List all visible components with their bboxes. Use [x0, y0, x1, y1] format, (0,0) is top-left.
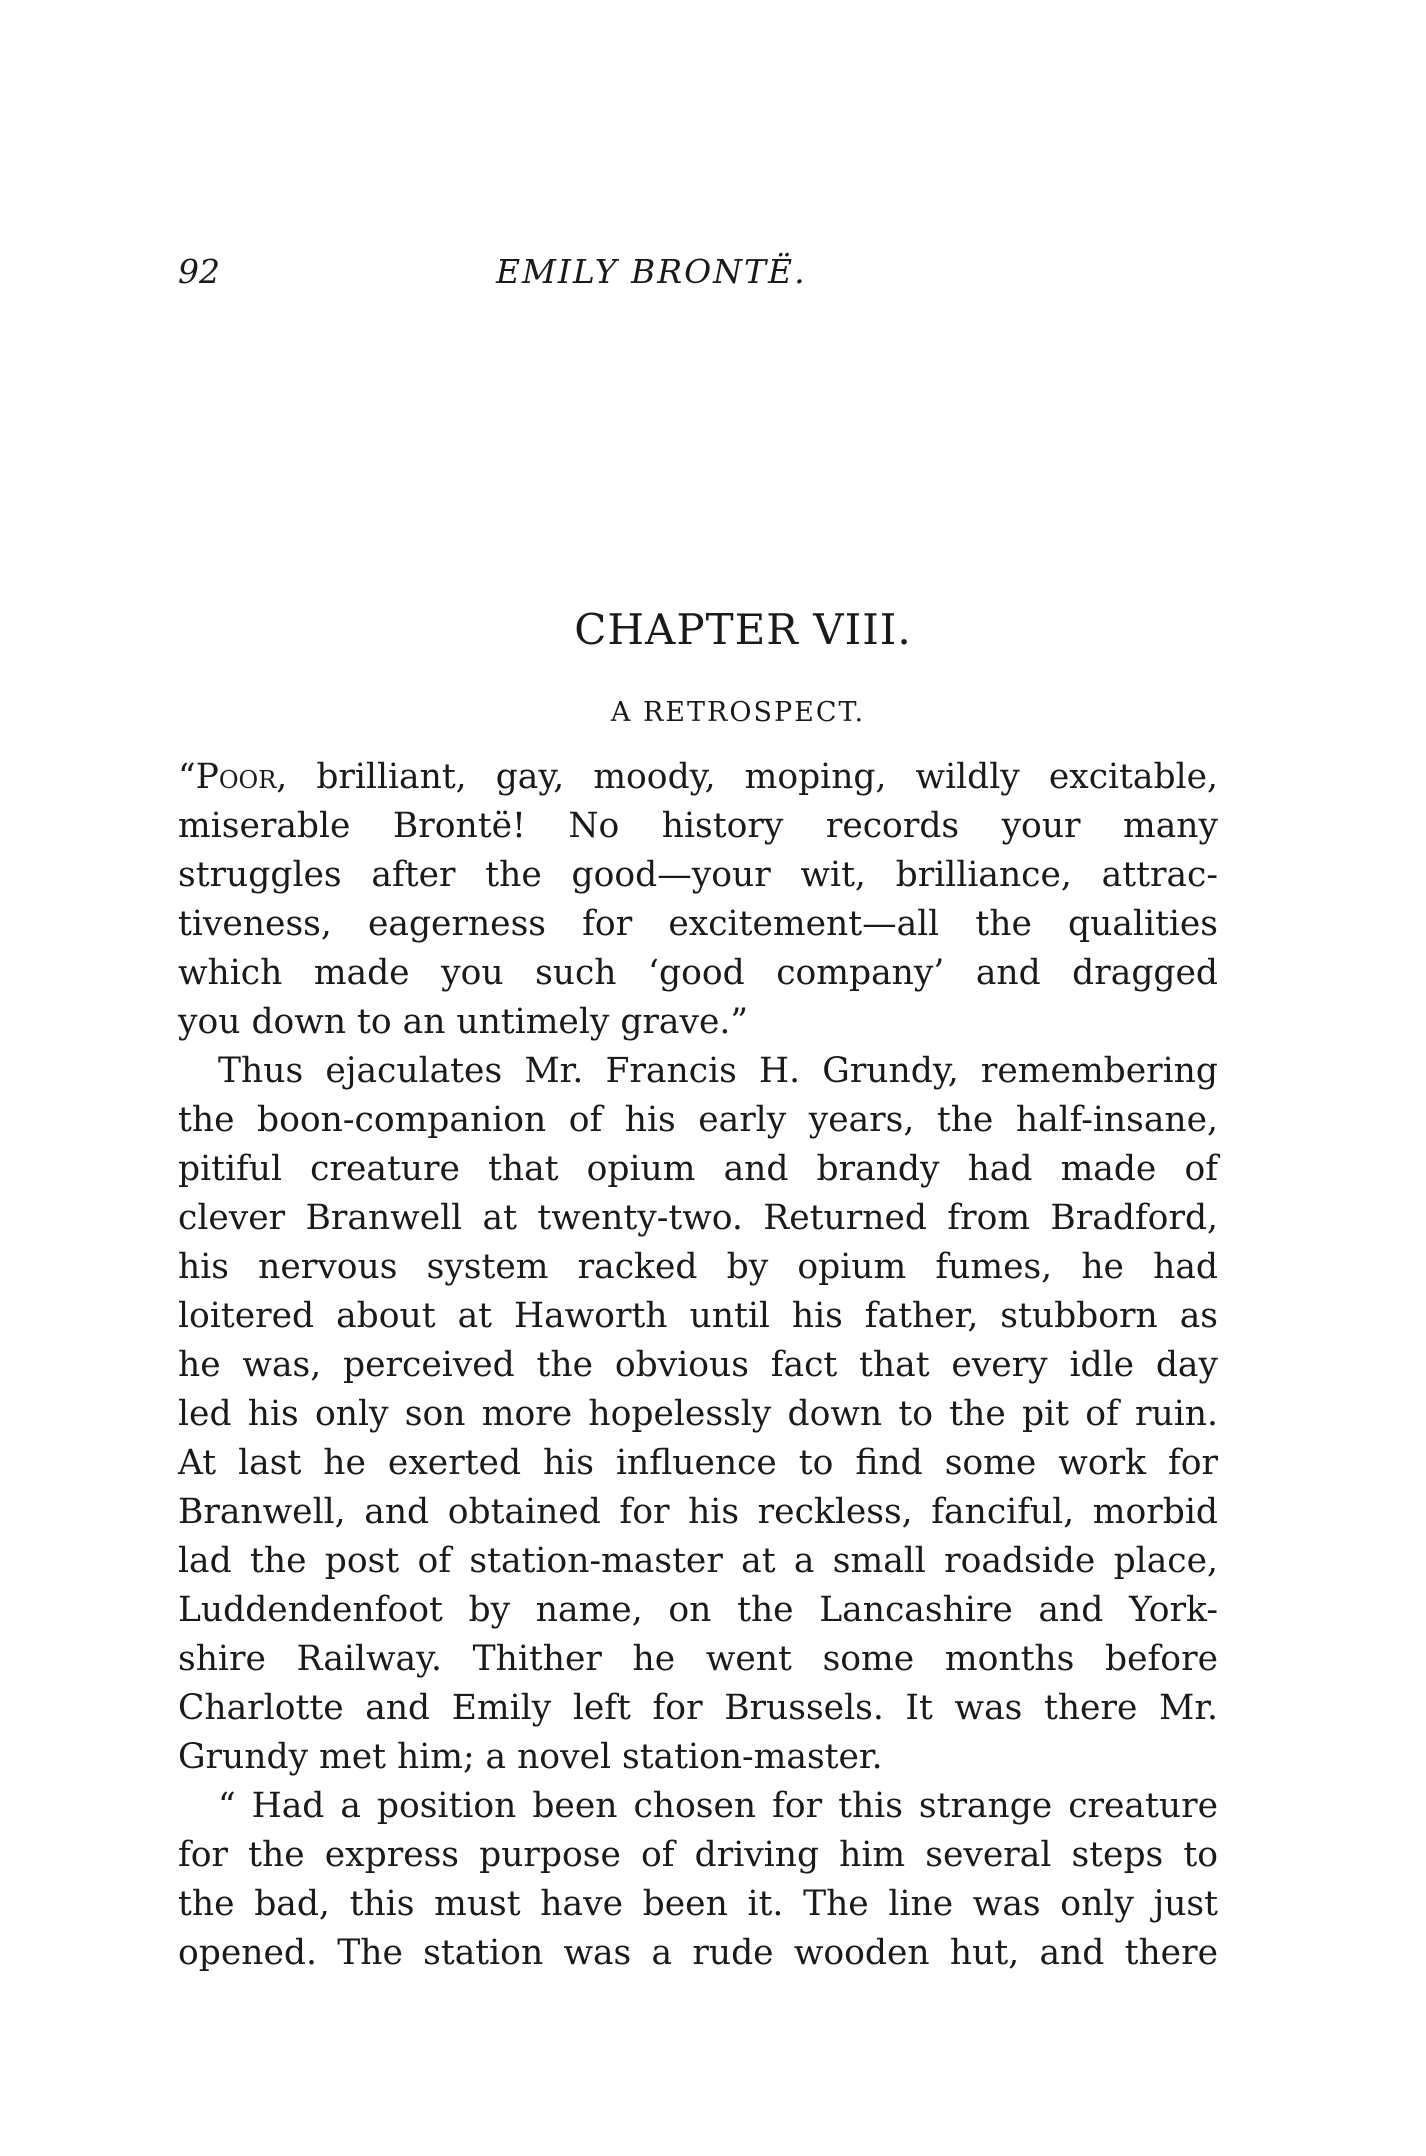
- text-line: [178, 753, 1218, 802]
- text-line: tiveness, eagerness for excitement—all the qualities: [178, 904, 1218, 944]
- text-line: led his only son more hopelessly down to the pit of ruin.: [178, 1394, 1218, 1434]
- text-line: loitered about at Haworth until his father, stubborn as: [178, 1296, 1218, 1336]
- text-line: Thus ejaculates Mr. Francis H. Grundy, remembering: [218, 1051, 1218, 1091]
- text-line: struggles after the good—your wit, brilliance, attrac-: [178, 855, 1218, 895]
- text-line: the boon-companion of his early years, the half-insane,: [178, 1100, 1218, 1140]
- paragraph-3: [178, 1782, 1218, 1978]
- text-line: Grundy met him; a novel station-master.: [178, 1737, 883, 1777]
- text-line: you down to an untimely grave.”: [178, 1002, 748, 1042]
- text-line: he was, perceived the obvious fact that every idle day: [178, 1345, 1218, 1385]
- text-line: Branwell, and obtained for his reckless, fanciful, morbid: [178, 1492, 1218, 1532]
- page-number: 92: [178, 252, 220, 291]
- body-text: [178, 753, 1218, 1978]
- text-line: pitiful creature that opium and brandy had made of: [178, 1149, 1218, 1189]
- text-line: Charlotte and Emily left for Brussels. It was there Mr.: [178, 1688, 1218, 1728]
- paragraph-2: [178, 1047, 1218, 1782]
- paragraph-1: [178, 753, 1218, 1047]
- small-caps-opening: “Poor: [178, 757, 277, 797]
- text-line: shire Railway. Thither he went some months before: [178, 1639, 1218, 1679]
- chapter-subtitle: A RETROSPECT.: [610, 697, 866, 728]
- running-title: EMILY BRONTË.: [496, 252, 807, 291]
- text-line: lad the post of station-master at a small roadside place,: [178, 1541, 1218, 1581]
- text-line: the bad, this must have been it. The line was only just: [178, 1884, 1218, 1924]
- chapter-heading: CHAPTER VIII.: [574, 605, 912, 654]
- text-line: opened. The station was a rude wooden hut, and there: [178, 1933, 1218, 1973]
- text-line: which made you such ‘good company’ and dragged: [178, 953, 1218, 993]
- text-line: clever Branwell at twenty-two. Returned from Bradford,: [178, 1198, 1218, 1238]
- text-line-rest: , brilliant, gay, moody, moping, wildly excitable,: [276, 757, 1218, 797]
- text-line: “ Had a position been chosen for this strange creature: [218, 1786, 1218, 1826]
- text-line: At last he exerted his influence to find some work for: [178, 1443, 1218, 1483]
- running-header: [178, 252, 1218, 302]
- text-line: for the express purpose of driving him several steps to: [178, 1835, 1218, 1875]
- text-line: miserable Brontë! No history records your many: [178, 806, 1218, 846]
- text-line: Luddendenfoot by name, on the Lancashire and York-: [178, 1590, 1218, 1630]
- text-line: his nervous system racked by opium fumes, he had: [178, 1247, 1218, 1287]
